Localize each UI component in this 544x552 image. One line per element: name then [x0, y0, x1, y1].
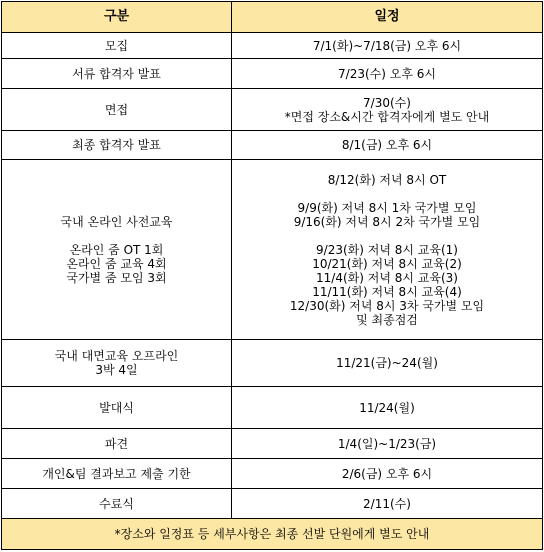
schedule-table — [1, 1, 543, 550]
category-cell: 발대식 — [2, 387, 232, 429]
schedule-cell: 2/6(금) 오후 6시 — [232, 459, 543, 489]
schedule-cell: 11/24(월) — [232, 387, 543, 429]
schedule-cell: 11/21(금)~24(월) — [232, 340, 543, 387]
header-row — [2, 2, 543, 33]
schedule-cell: 7/30(수) *면접 장소&시간 합격자에게 별도 안내 — [232, 89, 543, 131]
footer-note: *장소와 일정표 등 세부사항은 최종 선발 단원에게 별도 안내 — [2, 519, 543, 550]
schedule-cell: 7/23(수) 오후 6시 — [232, 59, 543, 89]
category-cell: 최종 합격자 발표 — [2, 131, 232, 160]
table-row — [2, 33, 543, 59]
header-category: 구분 — [2, 2, 232, 33]
table-row — [2, 160, 543, 340]
table-row — [2, 59, 543, 89]
table-row — [2, 429, 543, 459]
table-row — [2, 131, 543, 160]
category-cell: 파견 — [2, 429, 232, 459]
category-cell: 개인&팀 결과보고 제출 기한 — [2, 459, 232, 489]
table-row — [2, 489, 543, 519]
schedule-cell: 8/1(금) 오후 6시 — [232, 131, 543, 160]
schedule-cell: 2/11(수) — [232, 489, 543, 519]
schedule-cell: 7/1(화)~7/18(금) 오후 6시 — [232, 33, 543, 59]
category-cell: 국내 온라인 사전교육 온라인 줌 OT 1회 온라인 줌 교육 4회 국가별 줌 모임 3회 — [2, 160, 232, 340]
table-row — [2, 387, 543, 429]
footer-row — [2, 519, 543, 550]
header-schedule: 일정 — [232, 2, 543, 33]
table-row — [2, 340, 543, 387]
category-cell: 서류 합격자 발표 — [2, 59, 232, 89]
category-cell: 국내 대면교육 오프라인 3박 4일 — [2, 340, 232, 387]
table-row — [2, 89, 543, 131]
category-cell: 면접 — [2, 89, 232, 131]
table-row — [2, 459, 543, 489]
category-cell: 모집 — [2, 33, 232, 59]
schedule-cell: 8/12(화) 저녁 8시 OT 9/9(화) 저녁 8시 1차 국가별 모임 9/16(화) 저녁 8시 2차 국가별 모임 9/23(화) 저녁 8시 교육(1) 10/21(화) 저녁 8시 교육(2) 11/4(화) 저녁 8시 교육(3) 11/11(화) 저녁 8시 교육(4) 12/30(화) 저녁 8시 3차 국가별 모임 및 최종점검 — [232, 160, 543, 340]
category-cell: 수료식 — [2, 489, 232, 519]
schedule-cell: 1/4(일)~1/23(금) — [232, 429, 543, 459]
